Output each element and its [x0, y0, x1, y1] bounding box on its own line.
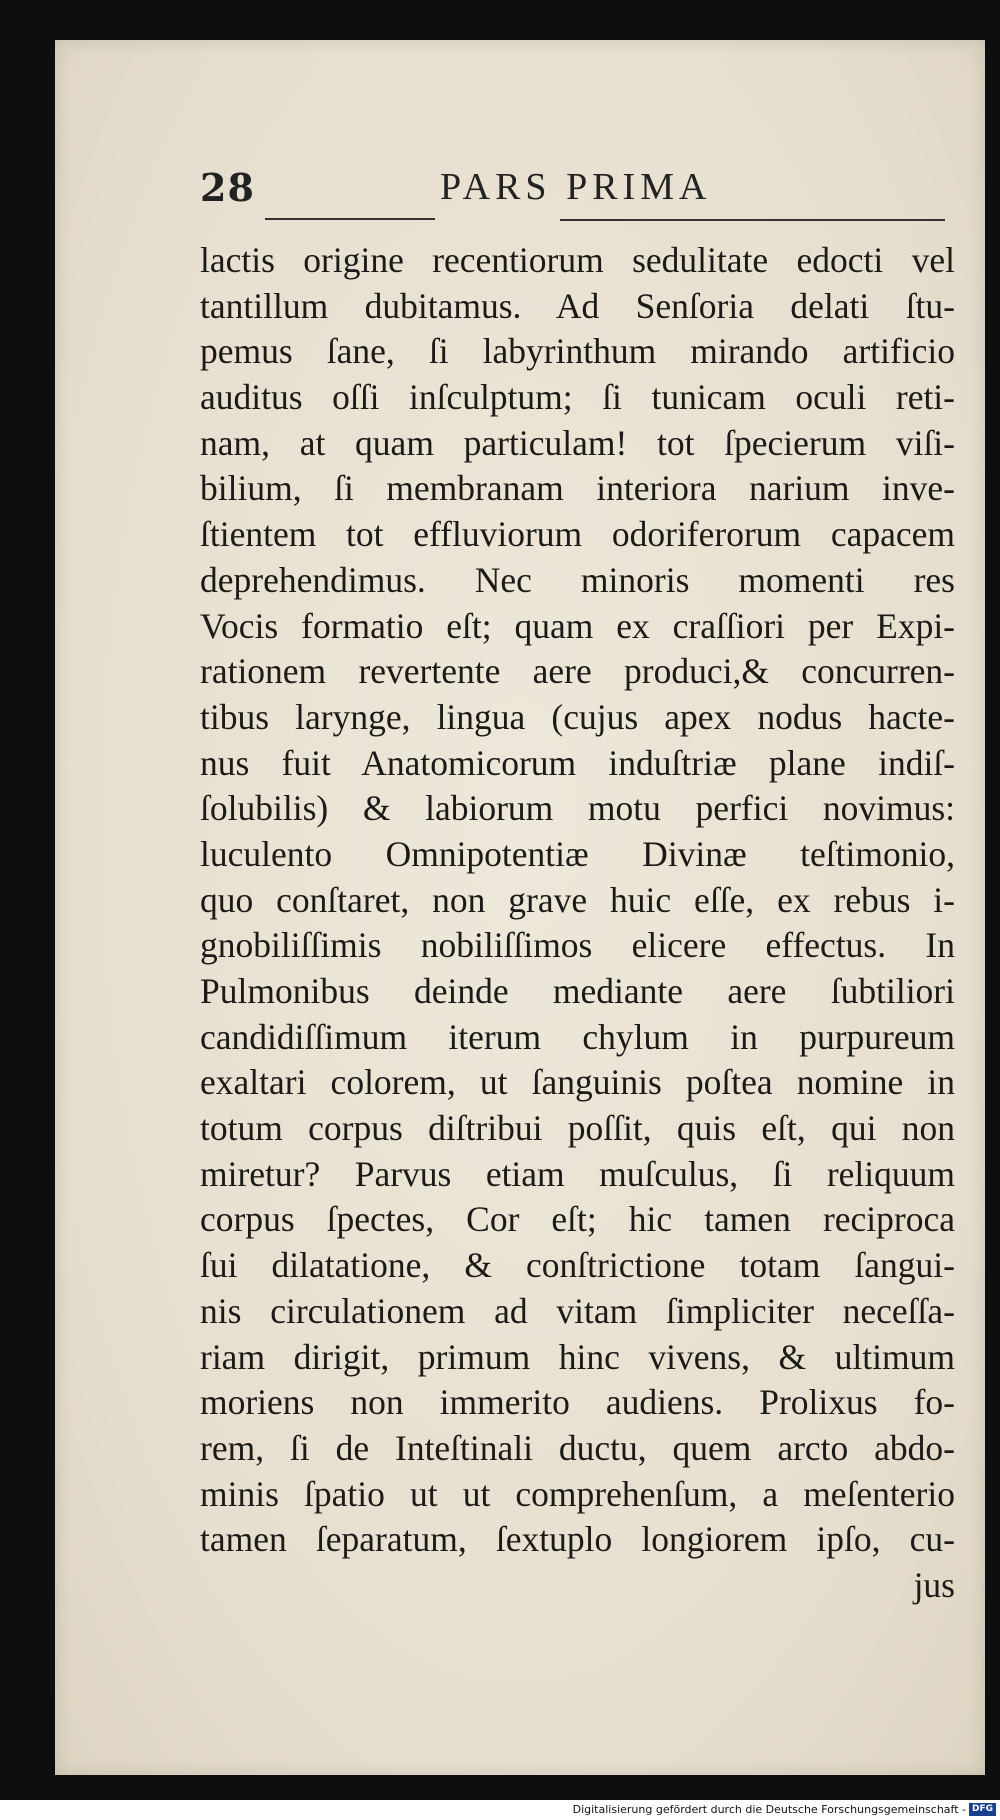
text-line: ſolubilis) & labiorum motu perfici novimus:	[200, 788, 955, 829]
funding-credit: Digitalisierung gefördert durch die Deutsche Forschungsgemeinschaft -	[572, 1803, 966, 1816]
text-line: rationem revertente aere produci,& concurren-	[200, 651, 955, 692]
text-line: lactis origine recentiorum sedulitate edocti vel	[200, 240, 955, 280]
catchword: jus	[913, 1564, 955, 1605]
text-line: nus fuit Anatomicorum induſtriæ plane indiſ-	[200, 742, 955, 783]
text-line: tibus larynge, lingua (cujus apex nodus hacte-	[200, 696, 955, 737]
text-line: nis circulationem ad vitam ſimpliciter neceſſa-	[200, 1290, 955, 1331]
dfg-logo: DFG	[969, 1803, 996, 1816]
text-line: deprehendimus. Nec minoris momenti res	[200, 559, 955, 600]
running-title: PARS PRIMA	[440, 166, 712, 208]
body-text	[200, 238, 955, 1609]
text-line: Vocis formatio eſt; quam ex craſſiori per Expi-	[200, 605, 955, 646]
text-line: gnobiliſſimis nobiliſſimos elicere effectus. In	[200, 925, 955, 966]
text-line: quo conſtaret, non grave huic eſſe, ex rebus i-	[200, 879, 955, 920]
text-line: tantillum dubitamus. Ad Senſoria delati ſtu-	[200, 285, 955, 326]
text-line: luculento Omnipotentiæ Divinæ teſtimonio,	[200, 833, 955, 874]
text-line: riam dirigit, primum hinc vivens, & ultimum	[200, 1336, 955, 1377]
text-line: miretur? Parvus etiam muſculus, ſi reliquum	[200, 1153, 955, 1194]
text-line: pemus ſane, ſi labyrinthum mirando artificio	[200, 331, 955, 372]
page-header	[200, 165, 940, 215]
text-line: minis ſpatio ut ut comprehenſum, a meſenterio	[200, 1473, 955, 1514]
text-line: tamen ſeparatum, ſextuplo longiorem ipſo, cu-	[200, 1519, 955, 1560]
page-number: 28	[200, 165, 255, 210]
text-line: bilium, ſi membranam interiora narium inve-	[200, 468, 955, 509]
digitization-footer	[0, 1800, 1000, 1820]
text-line: nam, at quam particulam! tot ſpecierum viſi-	[200, 422, 955, 463]
text-line: ſui dilatatione, & conſtrictione totam ſangui-	[200, 1245, 955, 1286]
header-rule-left	[265, 218, 435, 220]
text-line: corpus ſpectes, Cor eſt; hic tamen reciproca	[200, 1199, 955, 1240]
text-line: exaltari colorem, ut ſanguinis poſtea nomine in	[200, 1062, 955, 1103]
text-line: auditus oſſi inſculptum; ſi tunicam oculi reti-	[200, 377, 955, 418]
text-line: ſtientem tot effluviorum odoriferorum capacem	[200, 514, 955, 555]
text-line: moriens non immerito audiens. Prolixus fo-	[200, 1382, 955, 1423]
text-line: rem, ſi de Inteſtinali ductu, quem arcto abdo-	[200, 1427, 955, 1468]
text-line: candidiſſimum iterum chylum in purpureum	[200, 1016, 955, 1057]
text-line: Pulmonibus deinde mediante aere ſubtiliori	[200, 971, 955, 1011]
header-rule-right	[560, 219, 945, 221]
text-line: totum corpus diſtribui poſſit, quis eſt, qui non	[200, 1108, 955, 1149]
